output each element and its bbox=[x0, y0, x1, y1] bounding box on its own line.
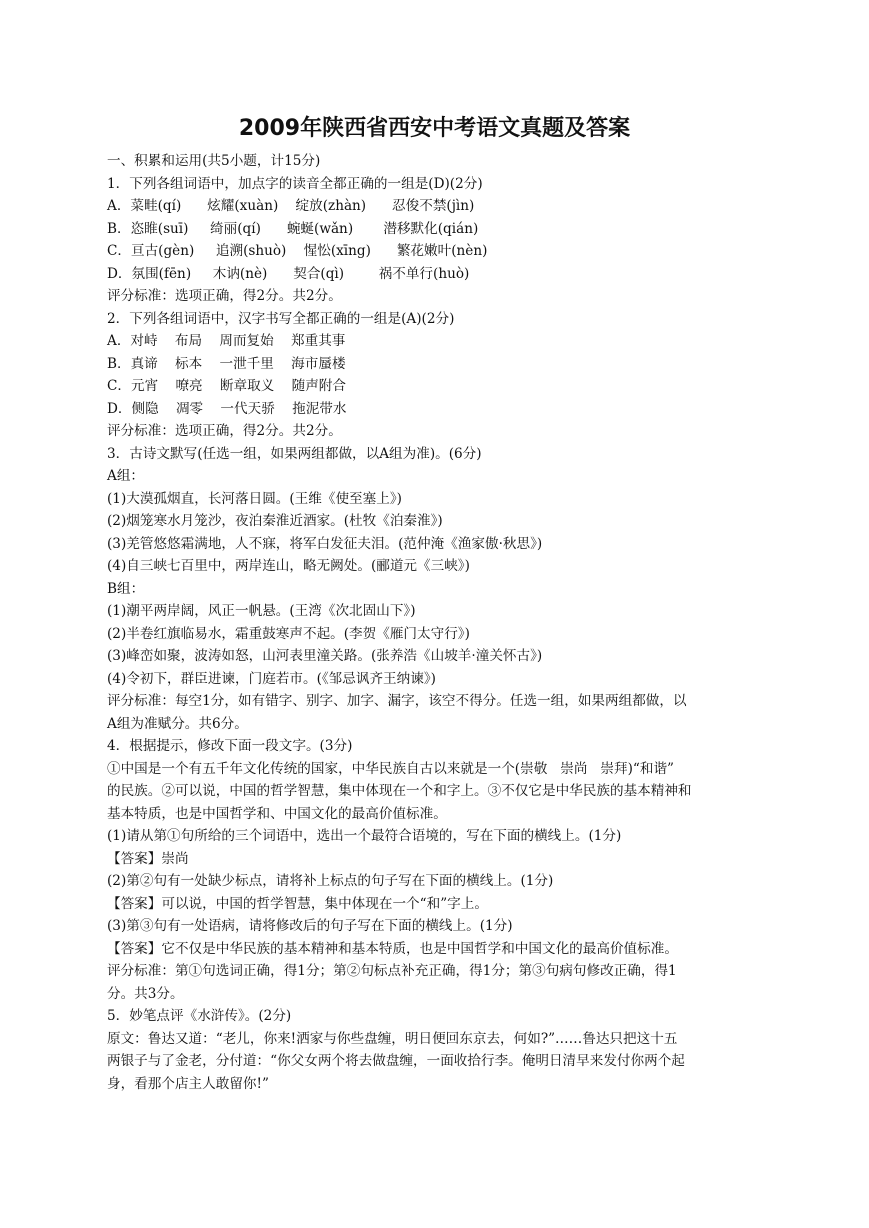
text-line: A组为准赋分。共6分。 bbox=[107, 715, 248, 732]
text-line: (2)第②句有一处缺少标点，请将补上标点的句子写在下面的横线上。(1分) bbox=[107, 873, 554, 889]
text-line: 分。共3分。 bbox=[107, 985, 184, 1002]
text-line: 2．下列各组词语中，汉字书写全都正确的一组是(A)(2分) bbox=[107, 310, 455, 327]
text-line: A．对峙 布局 周而复始 郑重其事 bbox=[107, 333, 346, 349]
text-line: 【答案】可以说，中国的哲学智慧，集中体现在一个“和”字上。 bbox=[107, 895, 488, 912]
text-line: 评分标准：选项正确，得2分。共2分。 bbox=[107, 423, 342, 439]
text-line: (3)羌管悠悠霜满地，人不寐，将军白发征夫泪。(范仲淹《渔家傲·秋思》) bbox=[107, 535, 543, 552]
text-line: A．菜畦(qí) 炫耀(xuàn) 绽放(zhàn) 忍俊不禁(jìn) bbox=[107, 198, 475, 214]
text-line: (1)潮平两岸阔，风正一帆悬。(王湾《次北固山下》) bbox=[107, 603, 416, 619]
text-line: 【答案】它不仅是中华民族的基本精神和基本特质，也是中国哲学和中国文化的最高价值标准。 bbox=[107, 940, 678, 957]
text-line: 3．古诗文默写(任选一组，如果两组都做，以A组为准)。(6分) bbox=[107, 445, 482, 462]
page-title: 2009年陕西省西安中考语文真题及答案 bbox=[238, 116, 631, 141]
text-line: (3)第③句有一处语病，请将修改后的句子写在下面的横线上。(1分) bbox=[107, 918, 513, 934]
text-line: 两银子与了金老，分付道：“你父女两个将去做盘缠，一面收拾行李。俺明日清早来发付你两个起 bbox=[107, 1053, 685, 1069]
text-line: 4．根据提示，修改下面一段文字。(3分) bbox=[107, 738, 353, 754]
text-line: (2)半卷红旗临易水，霜重鼓寒声不起。(李贺《雁门太守行》) bbox=[107, 625, 470, 642]
text-line: C．元宵 嘹亮 断章取义 随声附合 bbox=[107, 378, 346, 394]
text-line: 原文：鲁达又道：“老儿，你来!洒家与你些盘缠，明日便回东京去，何如?”……鲁达只把这十五 bbox=[107, 1030, 678, 1047]
text-line: 5．妙笔点评《水浒传》。(2分) bbox=[107, 1008, 292, 1024]
text-line: (1)大漠孤烟直，长河落日圆。(王维《使至塞上》) bbox=[107, 490, 402, 507]
text-line: 评分标准：每空1分，如有错字、别字、加字、漏字，该空不得分。任选一组，如果两组都做，以 bbox=[107, 693, 687, 709]
text-line: (1)请从第①句所给的三个词语中，选出一个最符合语境的，写在下面的横线上。(1分) bbox=[107, 828, 622, 844]
text-line: D．氛围(fēn) 木讷(nè) 契合(qì) 祸不单行(huò) bbox=[107, 265, 470, 282]
text-line: C．亘古(gèn) 追溯(shuò) 惺忪(xīng) 繁花嫩叶(nèn) bbox=[107, 243, 488, 259]
text-line: (2)烟笼寒水月笼沙，夜泊秦淮近酒家。(杜牧《泊秦淮》) bbox=[107, 513, 443, 529]
text-line: (3)峰峦如聚，波涛如怒，山河表里潼关路。(张养浩《山坡羊·潼关怀古》) bbox=[107, 648, 543, 664]
text-line: ①中国是一个有五千年文化传统的国家，中华民族自古以来就是一个(崇敬 崇尚 崇拜)“和谐” bbox=[107, 760, 674, 777]
text-line: 一、积累和运用(共5小题，计15分) bbox=[107, 153, 321, 169]
text-line: 【答案】崇尚 bbox=[107, 850, 189, 867]
text-line: B．恣睢(suī) 绮丽(qí) 蜿蜒(wǎn) 潜移默化(qián) bbox=[107, 220, 479, 237]
text-line: (4)自三峡七百里中，两岸连山，略无阙处。(郦道元《三峡》) bbox=[107, 558, 470, 574]
text-line: B组： bbox=[107, 580, 145, 597]
text-line: A组： bbox=[107, 468, 145, 484]
text-line: B．真谛 标本 一泄千里 海市蜃楼 bbox=[107, 355, 346, 372]
text-line: 身，看那个店主人敢留你!” bbox=[107, 1075, 269, 1092]
text-line: 1．下列各组词语中，加点字的读音全都正确的一组是(D)(2分) bbox=[107, 175, 483, 192]
document-body bbox=[107, 150, 767, 1095]
text-line: (4)令初下，群臣进谏，门庭若市。(《邹忌讽齐王纳谏》) bbox=[107, 670, 436, 687]
text-line: D．侧隐 凋零 一代天骄 拖泥带水 bbox=[107, 400, 347, 417]
text-line: 的民族。②可以说，中国的哲学智慧，集中体现在一个和字上。③不仅它是中华民族的基本精神和 bbox=[107, 783, 692, 799]
text-line: 评分标准：第①句选词正确，得1分；第②句标点补充正确，得1分；第③句病句修改正确，得1 bbox=[107, 963, 677, 979]
text-line: 评分标准：选项正确，得2分。共2分。 bbox=[107, 288, 342, 304]
text-line: 基本特质，也是中国哲学和、中国文化的最高价值标准。 bbox=[107, 805, 447, 822]
